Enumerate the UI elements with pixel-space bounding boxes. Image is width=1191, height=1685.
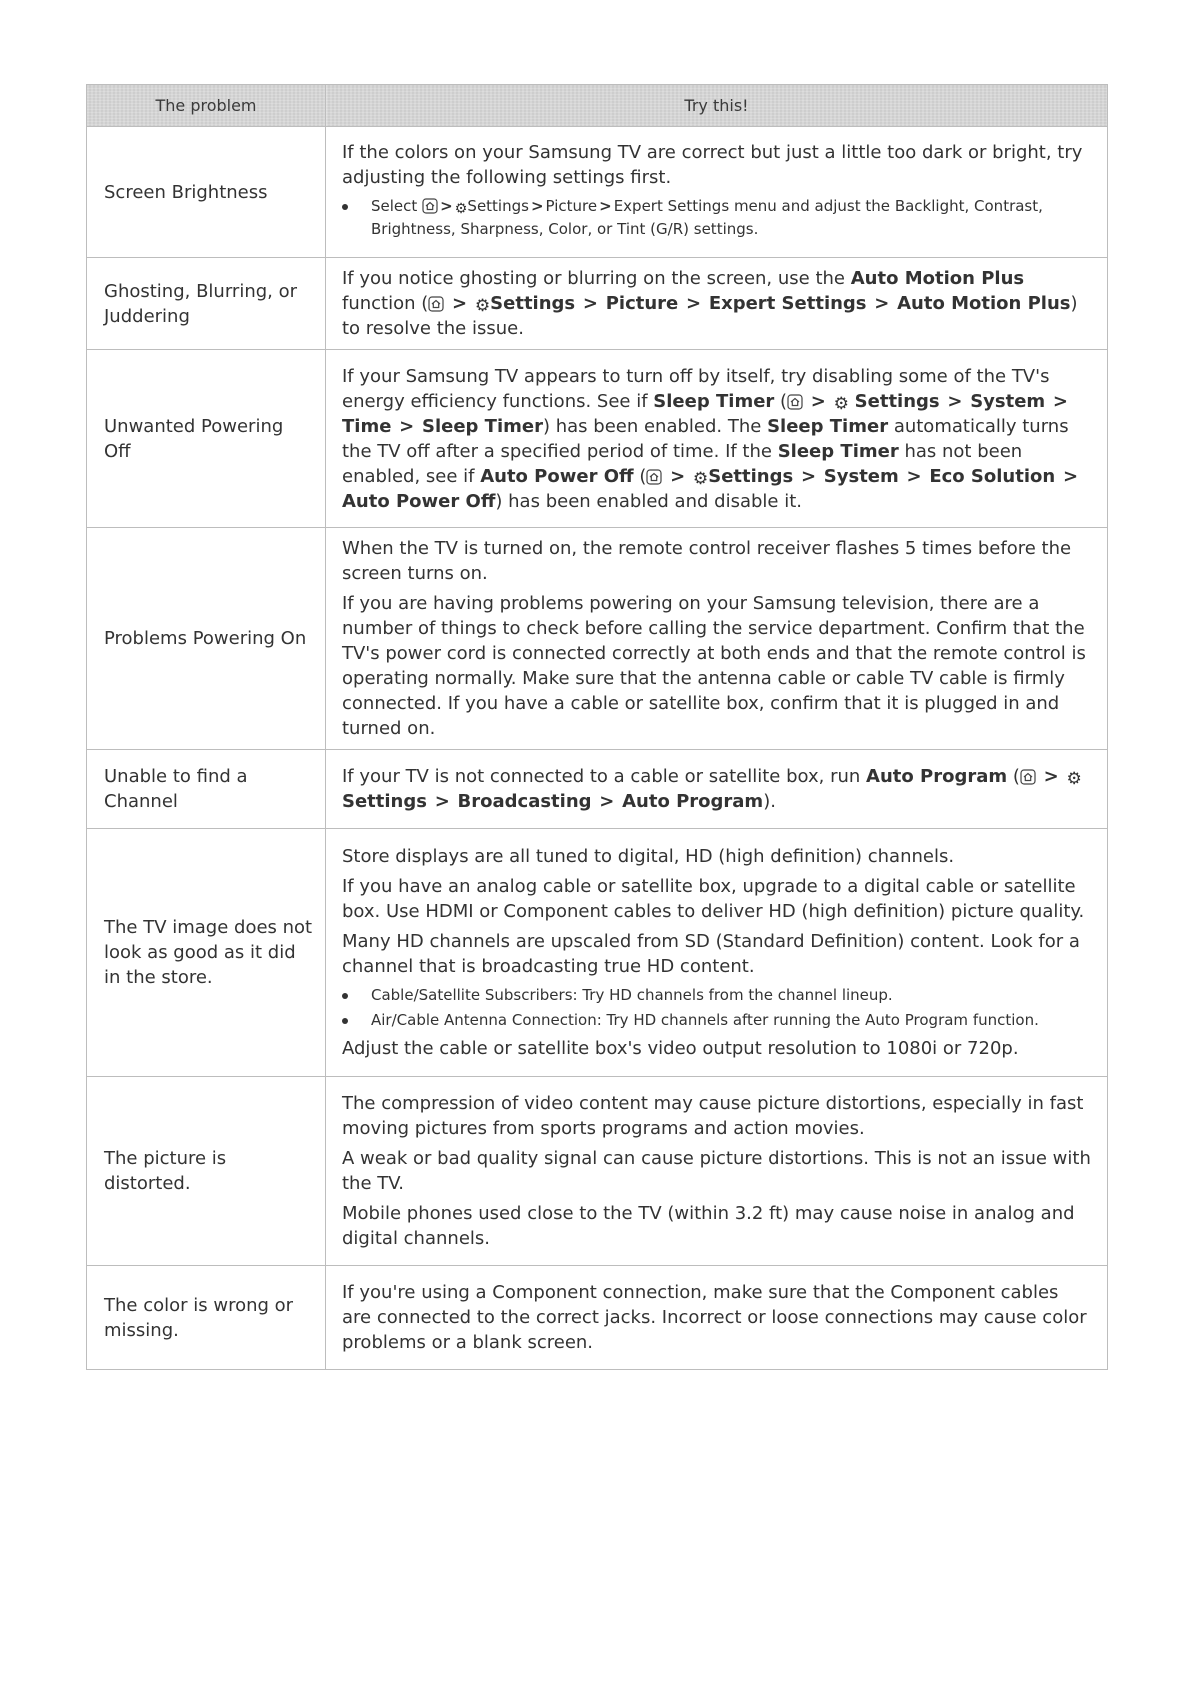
text: Eco Solution [929, 465, 1056, 487]
chevron-right-icon: > [1043, 766, 1059, 787]
solution-cell [326, 750, 1108, 829]
text: If your Samsung TV appears to turn off by itself, try disabling some of the TV's energy efficiency functions. See if [342, 365, 1050, 412]
solution-text: A weak or bad quality signal can cause picture distortions. This is not an issue with the TV. [342, 1148, 1091, 1194]
text: If your TV is not connected to a cable or satellite box, run [342, 766, 861, 787]
home-icon [1020, 769, 1036, 785]
bullet-item: Select > ⚙Settings > Picture > Expert Settings menu and adjust the Backlight, Contrast, Brightness, Sharpness, Color, or Tint (G/R) settings. [342, 195, 1093, 241]
table-row [87, 528, 1108, 750]
gear-icon: ⚙ [833, 393, 849, 414]
text: Auto Program [866, 766, 1008, 787]
problem-cell: The color is wrong or missing. [87, 1266, 326, 1370]
chevron-right-icon: > [685, 293, 702, 314]
gear-icon: ⚙ [1066, 769, 1082, 789]
gear-icon: ⚙ [692, 468, 709, 489]
text: Color [548, 219, 588, 238]
text: Auto Motion Plus [850, 268, 1025, 289]
chevron-right-icon: > [399, 415, 415, 437]
gear-icon: ⚙ [454, 200, 468, 217]
solution-text: If you are having problems powering on your Samsung television, there are a number of things to check before calling the service department. Confirm that the TV's power cord is connected correctly at both ends and that the remote control is operating normally. Make sure that the antenna cable or cable TV cable is firmly connected. If you have a cable or satellite box, confirm that it is plugged in and turned on. [342, 593, 1086, 739]
text: Settings [854, 390, 940, 412]
text: ) to resolve the issue. [342, 293, 1078, 339]
text: automatically turns the TV off after a specified period of time. If the [342, 415, 1069, 462]
solution-text: When the TV is turned on, the remote control receiver flashes 5 times before the screen turns on. [342, 538, 1072, 584]
solution-cell [326, 1077, 1108, 1266]
problem-cell: Problems Powering On [87, 528, 326, 750]
problem-cell: The TV image does not look as good as it did in the store. [87, 829, 326, 1077]
chevron-right-icon: > [670, 465, 686, 487]
table-row [87, 258, 1108, 350]
home-icon [646, 469, 662, 485]
text: Cable/Satellite Subscribers: Try HD channels from the channel lineup. [371, 986, 893, 1004]
chevron-right-icon: > [800, 465, 817, 487]
solution-text: If your Samsung TV appears to turn off by itself, try disabling some of the TV's energy efficiency functions. See if Sleep Timer ( > ⚙ Settings > System > Time > Sleep Timer) has been enabled. The Sleep Timer automatically turns the TV off after a specified period of time. If the Sleep Timer has not been enabled, see if Auto Power Off ( > ⚙Settings > System > Eco Solution > Auto Power Off) has been enabled and disable it. [342, 365, 1079, 512]
text: Sleep Timer [767, 415, 889, 437]
text: Settings [342, 791, 427, 812]
text: settings. [693, 219, 759, 238]
bullet-dot [342, 1018, 348, 1024]
problem-cell: Ghosting, Blurring, or Juddering [87, 258, 326, 350]
text: Tint (G/R) [617, 219, 689, 238]
bullet-list [342, 984, 1093, 1032]
chevron-right-icon: > [599, 791, 615, 812]
text: If you notice ghosting or blurring on the screen, use the [342, 268, 845, 289]
solution-cell [326, 127, 1108, 258]
text: Settings [467, 196, 529, 215]
text: Expert Settings [613, 196, 730, 215]
home-icon [422, 198, 438, 214]
text: Settings [708, 465, 794, 487]
solution-text: Store displays are all tuned to digital, HD (high definition) channels. [342, 846, 955, 867]
table-row [87, 350, 1108, 528]
text: Auto Power Off [480, 465, 634, 487]
text: Air/Cable Antenna Connection: Try HD channels after running the [371, 1011, 861, 1029]
solution-cell [326, 1266, 1108, 1370]
table-row [87, 829, 1108, 1077]
text: Backlight [894, 196, 965, 215]
chevron-right-icon: > [1052, 390, 1069, 412]
solution-text [342, 266, 1093, 341]
problem-cell: Unwanted Powering Off [87, 350, 326, 528]
text: ) has been enabled and disable it. [495, 490, 802, 512]
text: Contrast [974, 196, 1039, 215]
solution-text: Many HD channels are upscaled from SD (Standard Definition) content. Look for a channel that is broadcasting true HD content. [342, 931, 1080, 977]
bullet-list [342, 195, 1093, 241]
solution-cell [326, 350, 1108, 528]
header-try-this: Try this! [326, 85, 1108, 127]
text: or [597, 219, 613, 238]
bullet-dot [342, 993, 348, 999]
text: menu and adjust the [733, 196, 891, 215]
chevron-right-icon: > [874, 293, 890, 314]
text: Auto Power Off [342, 490, 496, 512]
text: Picture [605, 293, 679, 314]
problem-cell: The picture is distorted. [87, 1077, 326, 1266]
troubleshooting-table [86, 84, 1108, 1370]
text: System [970, 390, 1046, 412]
solution-text: Mobile phones used close to the TV (within 3.2 ft) may cause noise in analog and digital channels. [342, 1203, 1075, 1249]
problem-cell: Unable to find a Channel [87, 750, 326, 829]
text: has not been enabled, see if [342, 440, 1023, 487]
text: Time [342, 415, 392, 437]
solution-text: If your TV is not connected to a cable or satellite box, run Auto Program ( > ⚙ Settings > Broadcasting > Auto Program). [342, 766, 1082, 812]
text: Auto Program [622, 791, 764, 812]
bullet-item [342, 1009, 1093, 1032]
text: Sleep Timer [777, 440, 899, 462]
table-row [87, 1077, 1108, 1266]
text: Sleep Timer [421, 415, 543, 437]
chevron-right-icon: > [599, 196, 612, 215]
text: Auto Motion Plus [897, 293, 1071, 314]
problem-cell: Screen Brightness [87, 127, 326, 258]
text: Sharpness [460, 219, 539, 238]
chevron-right-icon: > [434, 791, 450, 812]
text: Auto Program [865, 1011, 969, 1029]
table-row [87, 1266, 1108, 1370]
chevron-right-icon: > [530, 196, 544, 215]
solution-text: The compression of video content may cause picture distortions, especially in fast moving pictures from sports programs and action movies. [342, 1093, 1084, 1139]
solution-cell [326, 829, 1108, 1077]
text: Broadcasting [457, 791, 592, 812]
home-icon [787, 394, 803, 410]
bullet-item [342, 984, 1093, 1007]
table-row [87, 750, 1108, 829]
solution-cell [326, 258, 1108, 350]
chevron-right-icon: > [1062, 465, 1079, 487]
text: Settings [490, 293, 576, 314]
text: Brightness [371, 219, 451, 238]
solution-text: If you're using a Component connection, make sure that the Component cables are connected to the correct jacks. Incorrect or loose connections may cause color problems or a blank screen. [342, 1282, 1087, 1353]
chevron-right-icon: > [906, 465, 922, 487]
solution-text: Adjust the cable or satellite box's video output resolution to 1080i or 720p. [342, 1038, 1019, 1059]
text: System [823, 465, 899, 487]
text: Picture [545, 196, 598, 215]
solution-text: If the colors on your Samsung TV are correct but just a little too dark or bright, try adjusting the following settings first. [342, 141, 1083, 188]
table-header-row [87, 85, 1108, 127]
table-row [87, 127, 1108, 258]
home-icon [428, 296, 444, 312]
text: Select [371, 196, 418, 215]
text: function ( [342, 293, 429, 314]
solution-text: If you have an analog cable or satellite box, upgrade to a digital cable or satellite box. Use HDMI or Component cables to deliver HD (high definition) picture quality. [342, 876, 1085, 922]
text: function. [972, 1011, 1039, 1029]
bullet-dot [342, 204, 348, 210]
chevron-right-icon: > [582, 293, 598, 314]
text: ). [763, 791, 776, 812]
solution-cell [326, 528, 1108, 750]
text: Expert Settings [708, 293, 867, 314]
chevron-right-icon: > [452, 293, 468, 314]
header-problem: The problem [87, 85, 326, 127]
gear-icon: ⚙ [474, 296, 491, 316]
text: Sleep Timer [653, 390, 775, 412]
chevron-right-icon: > [440, 196, 453, 215]
text: ) has been enabled. The [542, 415, 762, 437]
chevron-right-icon: > [810, 390, 826, 412]
chevron-right-icon: > [947, 390, 963, 412]
